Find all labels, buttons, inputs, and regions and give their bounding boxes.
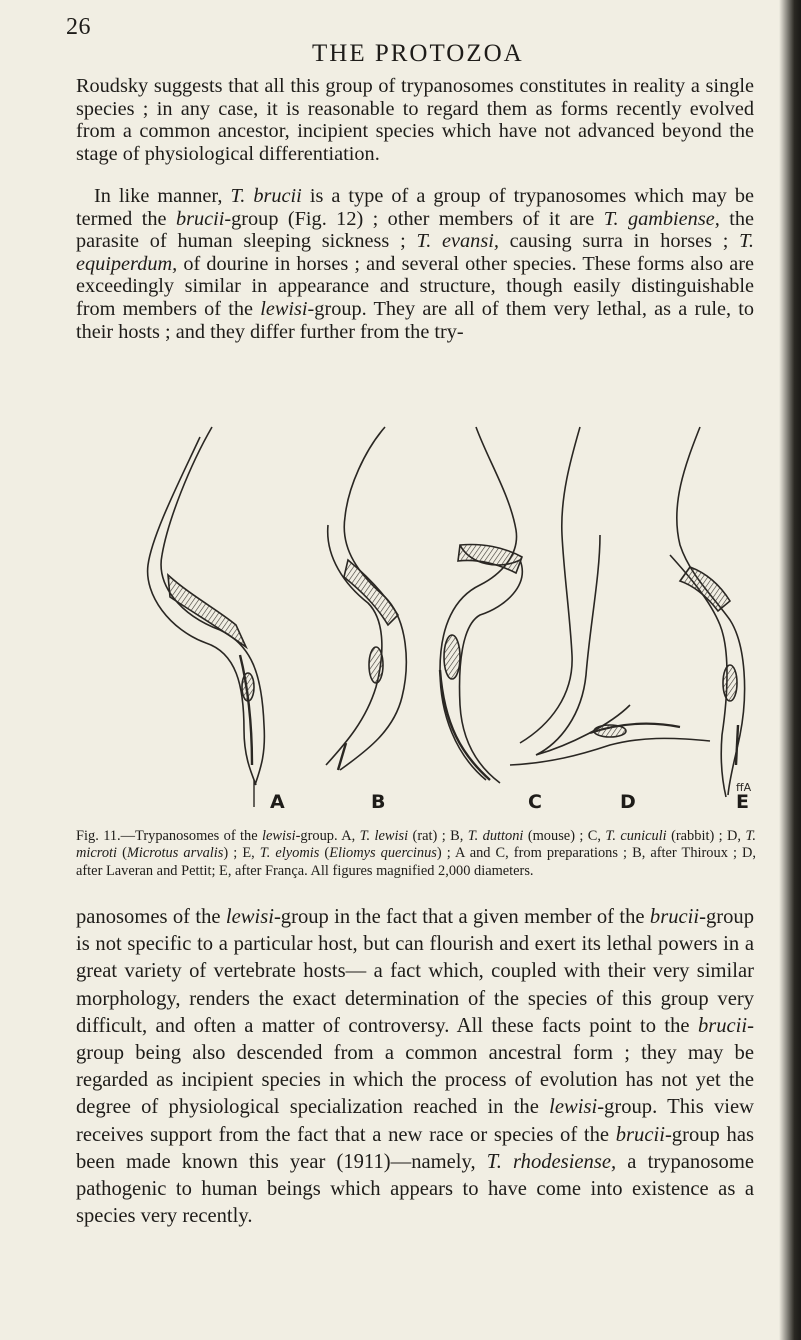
page-edge-shadow (779, 0, 801, 1340)
text-run: (rat) ; B, (408, 828, 468, 844)
italic-term: T. microti (76, 828, 756, 862)
text-run: (mouse) ; C, (523, 828, 606, 844)
text-run: -group. They are all of them very lethal, as a rule, to their hosts ; and they differ further from the try- (76, 297, 755, 343)
italic-term: Microtus arvalis (126, 845, 224, 862)
italic-term: brucii (649, 906, 700, 928)
text-run: ( (117, 845, 127, 862)
text-run: -group in the fact that a given member of the (273, 906, 650, 928)
text-run: a trypanosome pathogenic to human beings which appears to have come into existence as a species very recently. (76, 1150, 754, 1228)
text-run: -group (Fig. 12) ; other members of it are (224, 207, 604, 230)
italic-term: T. duttoni (467, 828, 524, 844)
trypanosome-d (510, 427, 710, 765)
trypanosome-drawings (140, 425, 770, 820)
running-head: THE PROTOZOA (312, 40, 524, 67)
text-run: -group is not specific to a particular host, but can flourish and exert its lethal powers in a great variety of vertebrate hosts— a fact which, coupled with their very similar morphology, renders the exact determination of the species of this group very difficult, and often a matter of controversy. All these facts point to the (76, 906, 754, 1037)
text-run: of dourine in horses ; and several other species. These forms also are exceedingly similar in appearance and structure, though easily distinguishable from members of the (76, 252, 754, 320)
italic-term: brucii (615, 1123, 665, 1146)
italic-term: T. gambiense, (603, 207, 720, 230)
figure-label-a: A (270, 791, 285, 813)
italic-term: T. equiperdum, (76, 230, 754, 275)
text-run: Roudsky suggests that all this group of trypanosomes constitutes in reality a single species ; in any case, it is reasonable to regard them as forms recently evolved from a common ancestor, incipient species which have not advanced beyond the stage of physiological differentiation. (76, 75, 754, 165)
text-run: -group. A, (295, 828, 360, 844)
text-run: Fig. 11.—Trypanosomes of the (76, 828, 263, 844)
italic-term: brucii (697, 1014, 748, 1037)
page-number: 26 (66, 14, 91, 40)
text-run: ) ; A and C, from preparations ; B, after Thiroux ; D, after Laveran and Pettit; E, after França. All figures magnified 2,000 diameters. (76, 845, 757, 879)
figure-corner-mark: ffA (736, 781, 752, 794)
italic-term: T. lewisi (359, 828, 409, 844)
figure-label-b: B (371, 791, 386, 813)
paragraph-roudsky (76, 75, 754, 165)
italic-term: lewisi (262, 828, 296, 844)
italic-term: Eliomys quercinus (329, 845, 437, 862)
italic-term: T. cuniculi (605, 828, 667, 844)
text-run: the parasite of human sleeping sickness ; (76, 207, 754, 253)
paragraph-lewisi-comparison (76, 904, 754, 1230)
text-run: (rabbit) ; D, (666, 828, 746, 844)
text-run: -group being also descended from a common ancestral form ; they may be regarded as incipient species in which the process of evolution has not yet the degree of physiological specialization reached in the (76, 1014, 754, 1119)
figure-trypanosomes (140, 425, 770, 820)
text-run: is a type of a group of trypanosomes which may be termed the (76, 185, 754, 230)
italic-term: brucii (175, 207, 225, 230)
text-run: causing surra in horses ; (498, 230, 740, 253)
text-run: ) ; E, (223, 845, 260, 862)
text-run: -group. This view receives support from the fact that a new race or species of the (76, 1096, 755, 1146)
italic-term: lewisi (549, 1096, 598, 1119)
italic-term: lewisi (225, 906, 274, 928)
trypanosome-a (148, 427, 265, 807)
figure-label-c: C (528, 791, 542, 813)
text-run: ( (319, 845, 330, 862)
text-run: panosomes of the (76, 906, 226, 928)
italic-term: lewisi (260, 297, 308, 320)
text-run: -group has been made known this year (1911)—namely, (76, 1123, 754, 1173)
italic-term: T. rhodesiense, (486, 1150, 617, 1173)
italic-term: T. elyomis (259, 845, 320, 862)
italic-term: T. brucii (230, 185, 302, 207)
text-run: In like manner, (94, 185, 231, 207)
figure-label-e: E (736, 791, 749, 813)
trypanosome-b (326, 427, 406, 770)
trypanosome-c (440, 427, 522, 783)
paragraph-brucii-group (76, 185, 754, 343)
figure-label-d: D (620, 791, 636, 813)
figure-caption (76, 828, 756, 880)
italic-term: T. evansi, (416, 230, 499, 253)
